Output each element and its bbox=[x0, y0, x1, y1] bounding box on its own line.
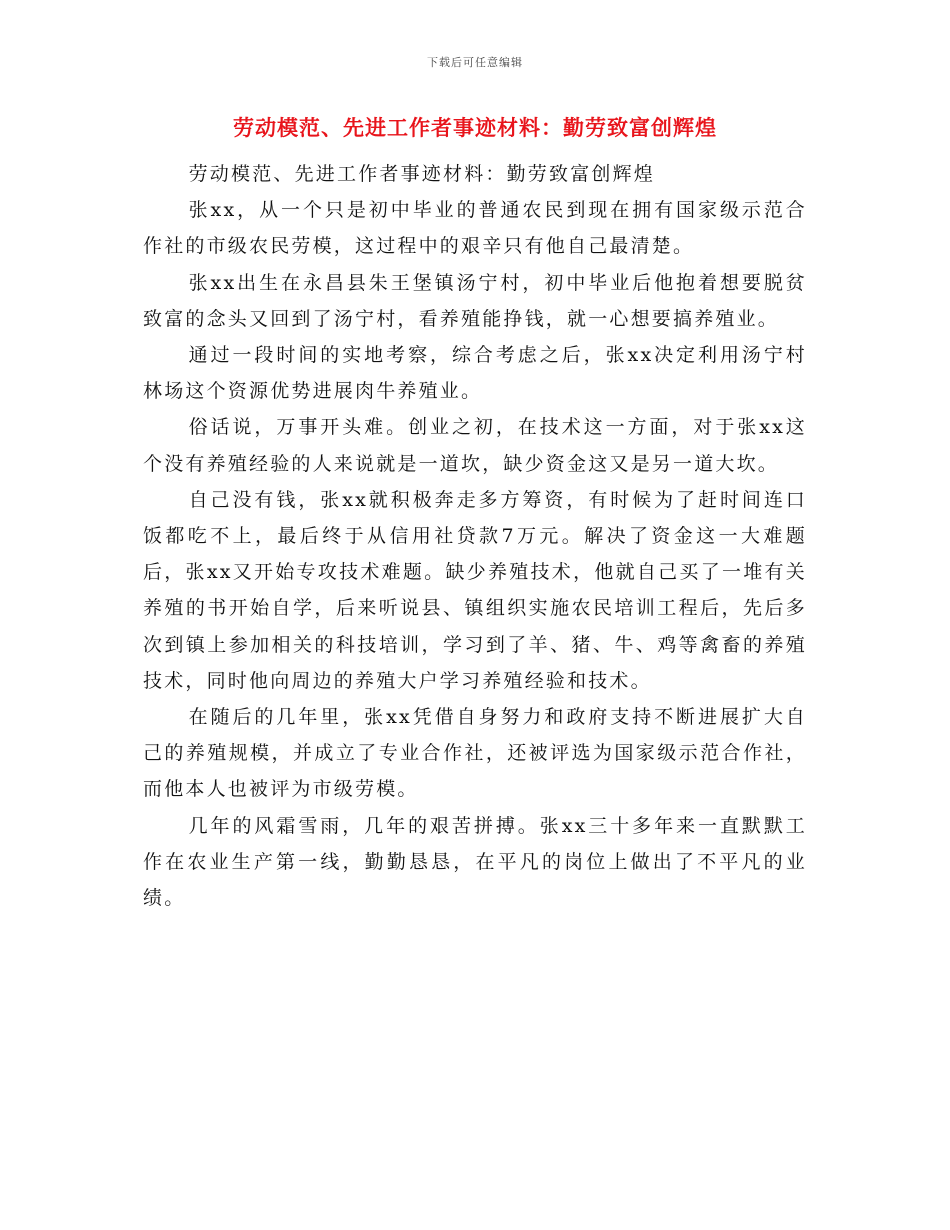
paragraph: 张xx出生在永昌县朱王堡镇汤宁村，初中毕业后他抱着想要脱贫致富的念头又回到了汤宁村，看养殖能挣钱，就一心想要搞养殖业。 bbox=[143, 271, 807, 330]
paragraph: 俗话说，万事开头难。创业之初，在技术这一方面，对于张xx这个没有养殖经验的人来说就是一道坎，缺少资金这又是另一道大坎。 bbox=[143, 416, 807, 475]
paragraph: 张xx，从一个只是初中毕业的普通农民到现在拥有国家级示范合作社的市级农民劳模，这过程中的艰辛只有他自己最清楚。 bbox=[143, 199, 807, 258]
paragraph-subtitle: 劳动模范、先进工作者事迹材料：勤劳致富创辉煌 bbox=[188, 163, 655, 185]
paragraph: 通过一段时间的实地考察，综合考虑之后，张xx决定利用汤宁村林场这个资源优势进展肉牛养殖业。 bbox=[143, 344, 807, 403]
paragraph: 自己没有钱，张xx就积极奔走多方筹资，有时候为了赶时间连口饭都吃不上，最后终于从信用社贷款7万元。解决了资金这一大难题后，张xx又开始专攻技术难题。缺少养殖技术，他就自己买了一堆有关养殖的书开始自学，后来听说县、镇组织实施农民培训工程后，先后多次到镇上参加相关的科技培训，学习到了羊、猪、牛、鸡等禽畜的养殖技术，同时他向周边的养殖大户学习养殖经验和技术。 bbox=[143, 488, 807, 692]
document-title: 劳动模范、先进工作者事迹材料：勤劳致富创辉煌 bbox=[233, 115, 717, 140]
header-note: 下载后可任意编辑 bbox=[427, 56, 523, 69]
paragraph: 几年的风霜雪雨，几年的艰苦拼搏。张xx三十多年来一直默默工作在农业生产第一线，勤勤恳恳，在平凡的岗位上做出了不平凡的业绩。 bbox=[143, 814, 807, 910]
document-body bbox=[143, 156, 807, 916]
paragraph: 在随后的几年里，张xx凭借自身努力和政府支持不断进展扩大自己的养殖规模，并成立了专业合作社，还被评选为国家级示范合作社，而他本人也被评为市级劳模。 bbox=[143, 706, 807, 801]
